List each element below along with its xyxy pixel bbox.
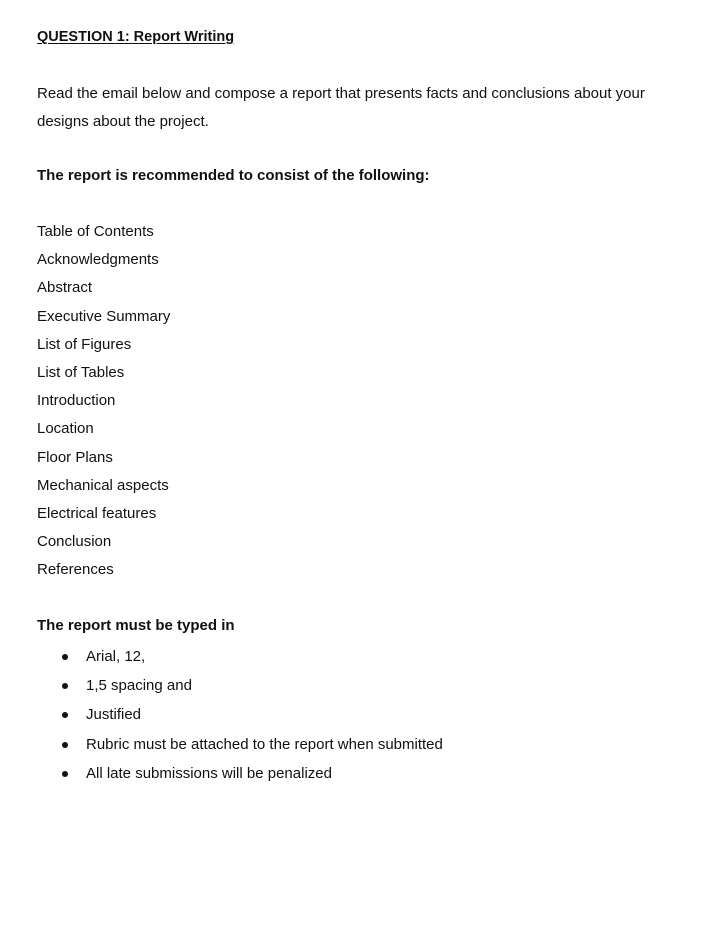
bullet-item <box>37 762 443 791</box>
intro-paragraph: Read the email below and compose a report that presents facts and conclusions about your designs about the project. <box>37 85 645 130</box>
list-item: Abstract <box>37 279 93 297</box>
bullet-item <box>37 703 443 732</box>
list-item: Conclusion <box>37 533 112 551</box>
report-sections-list <box>37 221 170 587</box>
bullet-text: All late submissions will be penalized <box>86 764 332 782</box>
list-item: List of Tables <box>37 363 125 381</box>
bullet-item <box>37 645 443 674</box>
format-rules-list <box>37 645 443 791</box>
bullet-text: Rubric must be attached to the report when submitted <box>86 735 443 753</box>
list-item: Introduction <box>37 392 116 410</box>
question-heading: QUESTION 1: Report Writing <box>37 29 235 45</box>
bullet-text: 1,5 spacing and <box>86 677 192 695</box>
list-item: Acknowledgments <box>37 251 159 269</box>
bullet-icon <box>62 742 68 748</box>
structure-heading: The report is recommended to consist of the following: <box>37 167 430 184</box>
format-heading: The report must be typed in <box>37 617 235 634</box>
bullet-icon <box>62 654 68 660</box>
bullet-text: Justified <box>86 706 142 724</box>
list-item: Location <box>37 420 94 438</box>
list-item: Floor Plans <box>37 448 113 466</box>
list-item: Table of Contents <box>37 223 154 240</box>
bullet-icon <box>62 771 68 777</box>
bullet-icon <box>62 712 68 718</box>
bullet-item <box>37 674 443 703</box>
list-item: Executive Summary <box>37 307 171 325</box>
bullet-item <box>37 733 443 762</box>
list-item: References <box>37 561 114 579</box>
bullet-text: Arial, 12, <box>86 648 146 665</box>
list-item: Electrical features <box>37 504 157 522</box>
list-item: Mechanical aspects <box>37 476 169 494</box>
bullet-icon <box>62 683 68 689</box>
list-item: List of Figures <box>37 335 132 353</box>
